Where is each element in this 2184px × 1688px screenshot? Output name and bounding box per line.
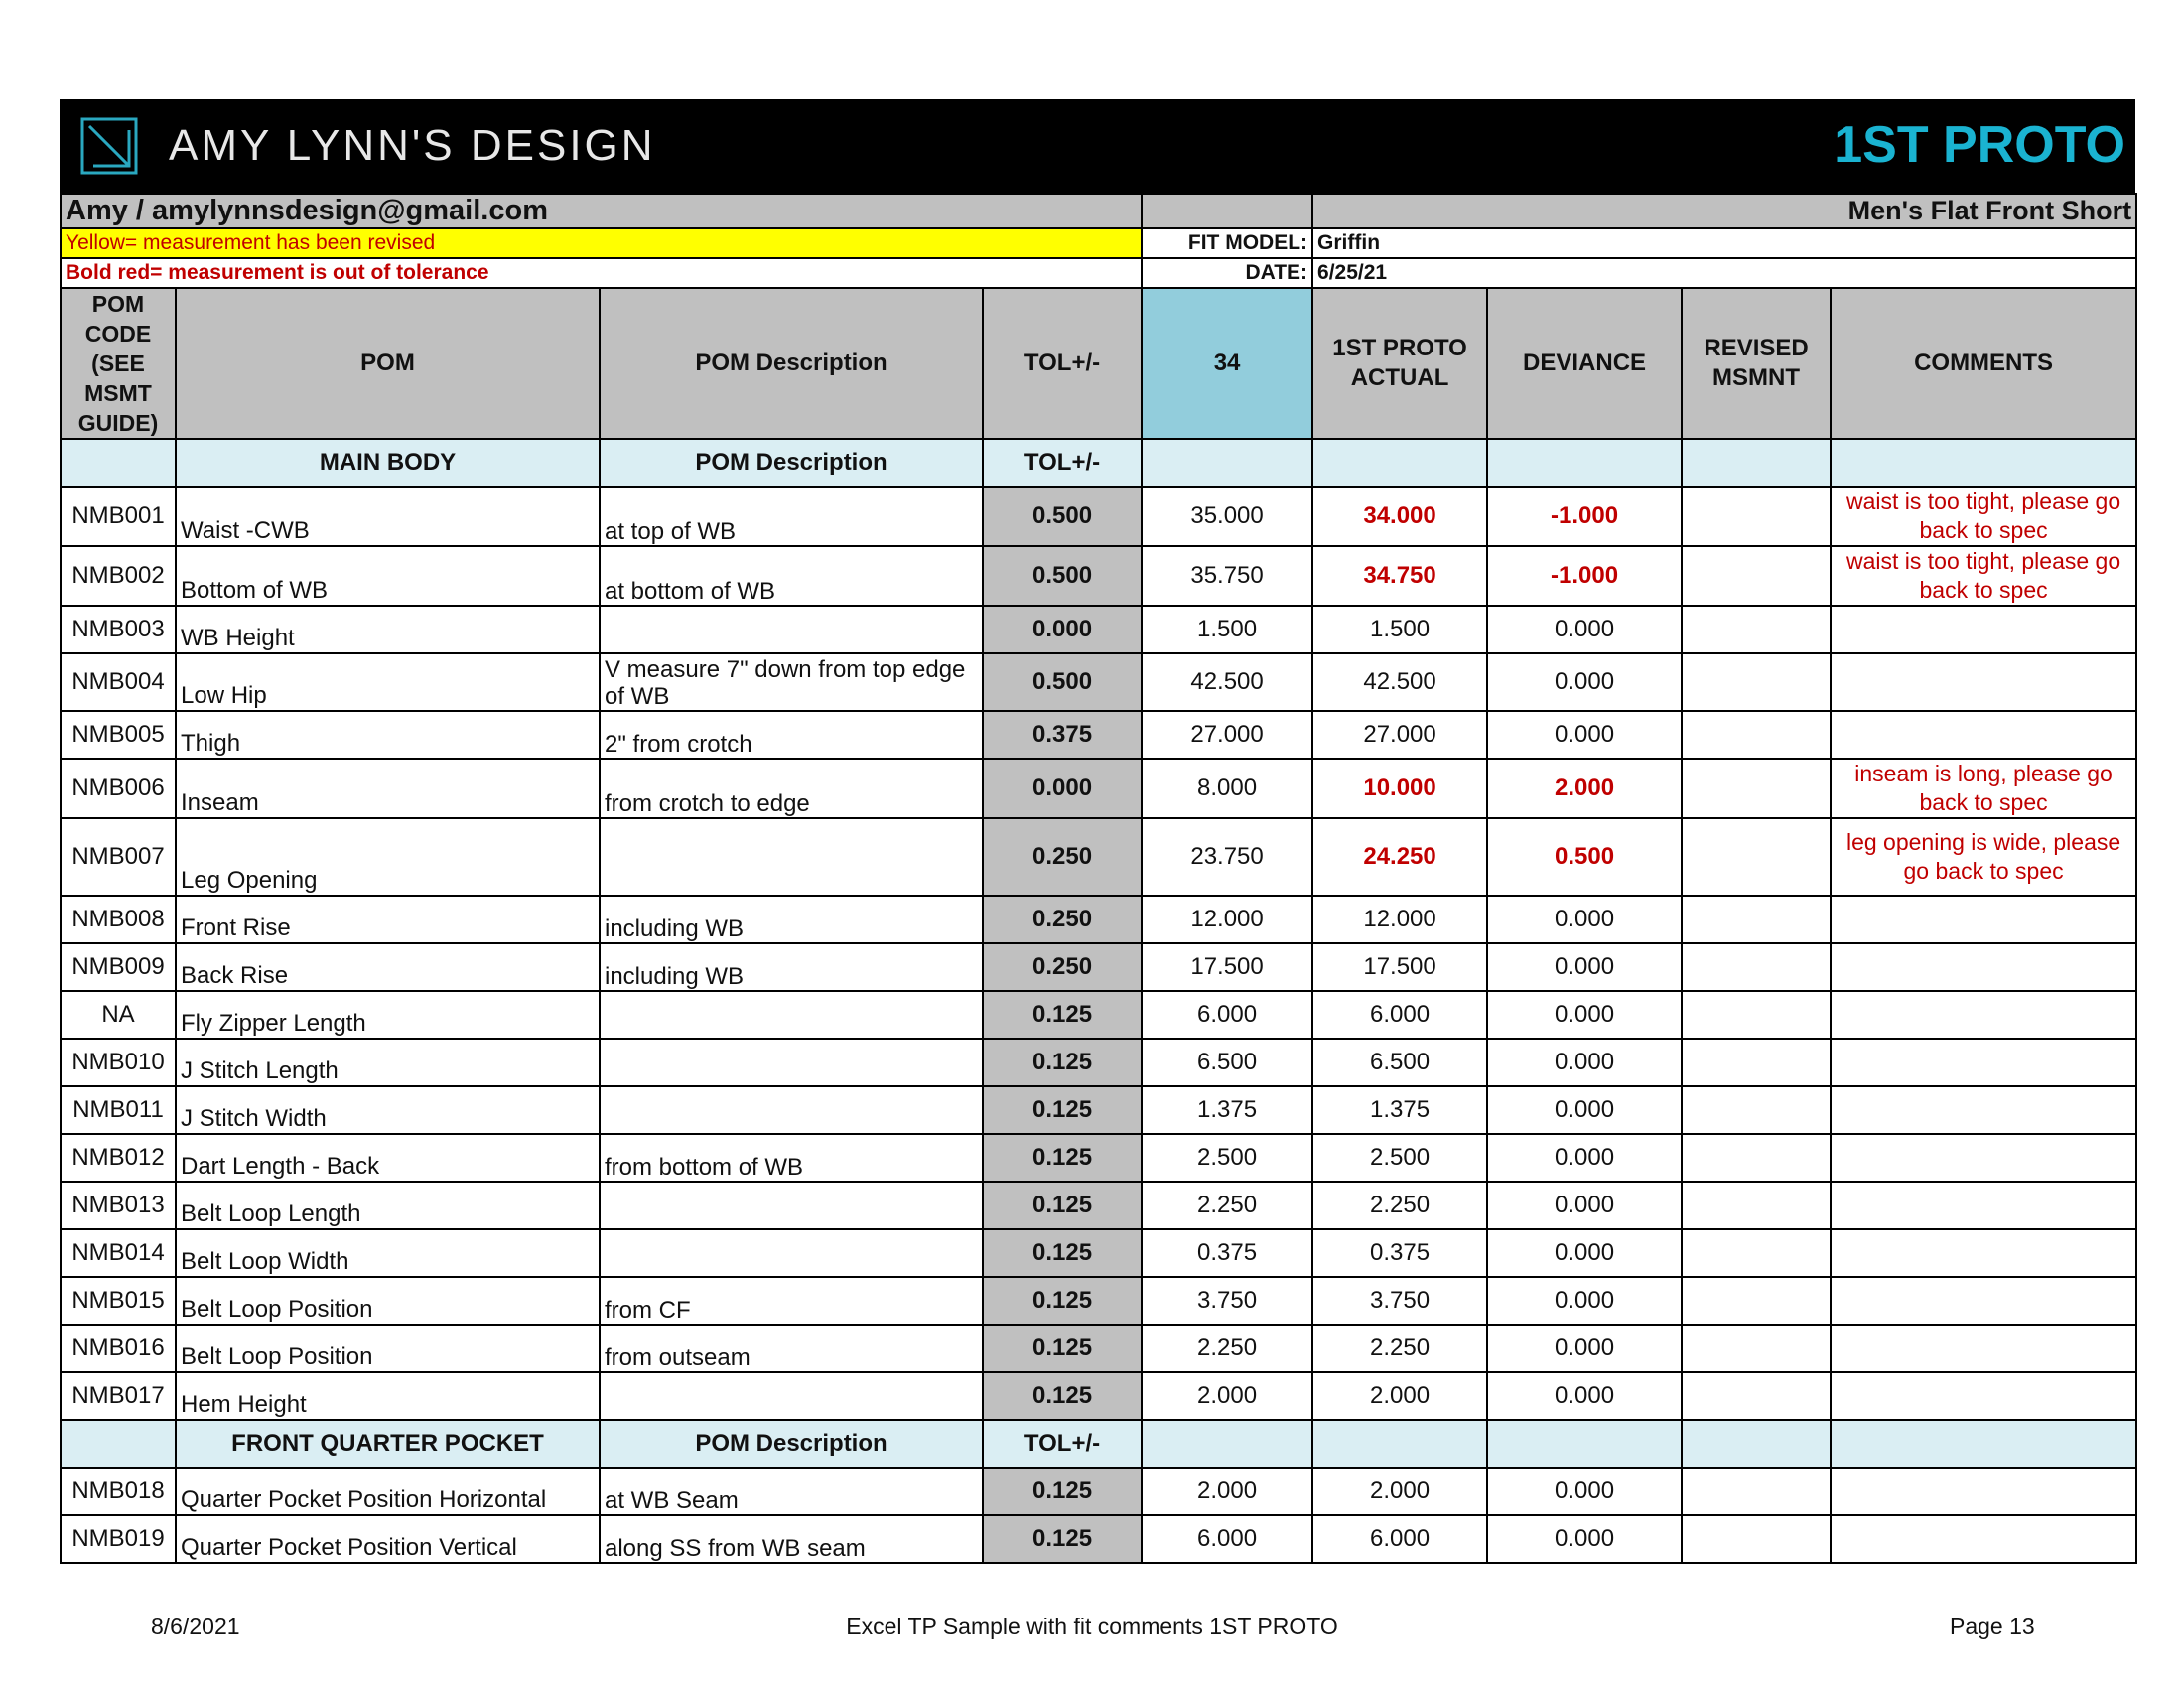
tolerance-value: 0.125 — [983, 1229, 1142, 1277]
footer-doc-title: Excel TP Sample with fit comments 1ST PROTO — [846, 1614, 1338, 1639]
tolerance-value: 0.125 — [983, 1515, 1142, 1563]
deviance-value: -1.000 — [1487, 487, 1682, 546]
spec-value: 6.500 — [1142, 1039, 1312, 1086]
deviance-value: 0.000 — [1487, 896, 1682, 943]
fit-comment — [1831, 1372, 2136, 1420]
actual-value: 17.500 — [1312, 943, 1487, 991]
section-blank-cell — [1682, 1420, 1831, 1468]
fit-comment: waist is too tight, please go back to spec — [1831, 487, 2136, 546]
pom-code: NMB009 — [61, 943, 176, 991]
tolerance-value: 0.000 — [983, 606, 1142, 653]
actual-value: 6.000 — [1312, 991, 1487, 1039]
fit-comment — [1831, 1134, 2136, 1182]
pom-code: NMB004 — [61, 653, 176, 711]
legend-yellow: Yellow= measurement has been revised — [61, 228, 1142, 258]
deviance-value: 0.000 — [1487, 1229, 1682, 1277]
revised-value — [1682, 1086, 1831, 1134]
deviance-value: 2.000 — [1487, 759, 1682, 818]
tolerance-value: 0.250 — [983, 818, 1142, 896]
actual-value: 34.000 — [1312, 487, 1487, 546]
tolerance-value: 0.125 — [983, 1468, 1142, 1515]
revised-value — [1682, 991, 1831, 1039]
actual-value: 34.750 — [1312, 546, 1487, 606]
revised-value — [1682, 487, 1831, 546]
pom-code: NMB007 — [61, 818, 176, 896]
section-tol-label: TOL+/- — [983, 439, 1142, 487]
spec-value: 8.000 — [1142, 759, 1312, 818]
fit-comment — [1831, 711, 2136, 759]
fit-comment: inseam is long, please go back to spec — [1831, 759, 2136, 818]
actual-value: 42.500 — [1312, 653, 1487, 711]
fit-comment — [1831, 1039, 2136, 1086]
pom-name: J Stitch Length — [176, 1039, 600, 1086]
actual-value: 1.375 — [1312, 1086, 1487, 1134]
section-tol-label: TOL+/- — [983, 1420, 1142, 1468]
pom-name: Belt Loop Position — [176, 1325, 600, 1372]
section-blank-cell — [1312, 1420, 1487, 1468]
fit-comment — [1831, 991, 2136, 1039]
table-row — [61, 991, 2136, 1039]
deviance-value: 0.000 — [1487, 1372, 1682, 1420]
revised-value — [1682, 818, 1831, 896]
actual-value: 12.000 — [1312, 896, 1487, 943]
tolerance-value: 0.125 — [983, 1182, 1142, 1229]
date-label: DATE: — [1142, 258, 1312, 288]
pom-name: Dart Length - Back — [176, 1134, 600, 1182]
section-blank-cell — [1487, 439, 1682, 487]
revised-value — [1682, 1039, 1831, 1086]
revised-value — [1682, 546, 1831, 606]
pom-description: from outseam — [600, 1325, 983, 1372]
spec-value: 1.375 — [1142, 1086, 1312, 1134]
spec-value: 2.250 — [1142, 1325, 1312, 1372]
pom-name: Low Hip — [176, 653, 600, 711]
pom-name: Leg Opening — [176, 818, 600, 896]
table-row — [61, 1468, 2136, 1515]
table-row — [61, 1182, 2136, 1229]
contact-info: Amy / amylynnsdesign@gmail.com — [61, 194, 1142, 228]
fit-comment — [1831, 606, 2136, 653]
pom-code: NMB016 — [61, 1325, 176, 1372]
pom-description — [600, 1372, 983, 1420]
section-desc-label: POM Description — [600, 1420, 983, 1468]
pom-description — [600, 1086, 983, 1134]
fit-comment — [1831, 1515, 2136, 1563]
brand-name: AMY LYNN'S DESIGN — [169, 121, 656, 170]
pom-code: NMB018 — [61, 1468, 176, 1515]
spec-value: 42.500 — [1142, 653, 1312, 711]
section-blank-cell — [1142, 439, 1312, 487]
fit-comment — [1831, 1325, 2136, 1372]
revised-value — [1682, 943, 1831, 991]
actual-value: 2.250 — [1312, 1325, 1487, 1372]
fit-comment — [1831, 943, 2136, 991]
pom-code: NMB005 — [61, 711, 176, 759]
brand-logo-icon — [79, 116, 139, 176]
spec-value: 6.000 — [1142, 1515, 1312, 1563]
pom-name: WB Height — [176, 606, 600, 653]
section-blank-cell — [1312, 439, 1487, 487]
pom-name: Fly Zipper Length — [176, 991, 600, 1039]
fit-comment: waist is too tight, please go back to spec — [1831, 546, 2136, 606]
table-row — [61, 818, 2136, 896]
pom-name: Thigh — [176, 711, 600, 759]
revised-value — [1682, 759, 1831, 818]
tolerance-value: 0.125 — [983, 991, 1142, 1039]
pom-code: NMB011 — [61, 1086, 176, 1134]
fit-comment — [1831, 1182, 2136, 1229]
tolerance-value: 0.125 — [983, 1277, 1142, 1325]
deviance-value: 0.000 — [1487, 1515, 1682, 1563]
tolerance-value: 0.500 — [983, 546, 1142, 606]
revised-value — [1682, 1182, 1831, 1229]
deviance-value: 0.000 — [1487, 1468, 1682, 1515]
pom-name: Belt Loop Width — [176, 1229, 600, 1277]
pom-name: Belt Loop Position — [176, 1277, 600, 1325]
actual-value: 2.250 — [1312, 1182, 1487, 1229]
footer-date: 8/6/2021 — [151, 1614, 240, 1639]
spec-value: 35.750 — [1142, 546, 1312, 606]
pom-description: V measure 7" down from top edge of WB — [600, 653, 983, 711]
actual-value: 6.500 — [1312, 1039, 1487, 1086]
actual-value: 0.375 — [1312, 1229, 1487, 1277]
pom-description: including WB — [600, 943, 983, 991]
pom-description — [600, 991, 983, 1039]
fit-comment — [1831, 1468, 2136, 1515]
actual-value: 10.000 — [1312, 759, 1487, 818]
table-row — [61, 1325, 2136, 1372]
spec-value: 2.500 — [1142, 1134, 1312, 1182]
table-row — [61, 1372, 2136, 1420]
pom-code: NMB019 — [61, 1515, 176, 1563]
actual-value: 2.000 — [1312, 1372, 1487, 1420]
pom-code: NMB014 — [61, 1229, 176, 1277]
fit-model-label: FIT MODEL: — [1142, 228, 1312, 258]
pom-description: from crotch to edge — [600, 759, 983, 818]
pom-description: including WB — [600, 896, 983, 943]
pom-code: NMB001 — [61, 487, 176, 546]
deviance-value: 0.000 — [1487, 1277, 1682, 1325]
pom-name: Hem Height — [176, 1372, 600, 1420]
tolerance-value: 0.000 — [983, 759, 1142, 818]
tech-pack-sheet — [60, 99, 2135, 1564]
pom-name: Back Rise — [176, 943, 600, 991]
pom-code: NMB006 — [61, 759, 176, 818]
table-row — [61, 1086, 2136, 1134]
deviance-value: 0.500 — [1487, 818, 1682, 896]
pom-name: Inseam — [176, 759, 600, 818]
pom-name: J Stitch Width — [176, 1086, 600, 1134]
section-header-row — [61, 439, 2136, 487]
pom-name: Quarter Pocket Position Vertical — [176, 1515, 600, 1563]
date-value: 6/25/21 — [1312, 258, 2136, 288]
spec-value: 0.375 — [1142, 1229, 1312, 1277]
spec-value: 2.000 — [1142, 1468, 1312, 1515]
revised-value — [1682, 711, 1831, 759]
pom-name: Waist -CWB — [176, 487, 600, 546]
pom-description — [600, 1229, 983, 1277]
blank-cell — [1142, 194, 1312, 228]
table-row — [61, 653, 2136, 711]
deviance-value: 0.000 — [1487, 943, 1682, 991]
style-name: Men's Flat Front Short — [1312, 194, 2136, 228]
pom-code: NMB008 — [61, 896, 176, 943]
pom-description: at WB Seam — [600, 1468, 983, 1515]
table-row — [61, 1039, 2136, 1086]
deviance-value: 0.000 — [1487, 1134, 1682, 1182]
section-blank-cell — [1831, 439, 2136, 487]
col-header-tol: TOL+/- — [983, 288, 1142, 439]
measurement-table — [60, 193, 2137, 1564]
col-header-deviance: DEVIANCE — [1487, 288, 1682, 439]
section-header-row — [61, 1420, 2136, 1468]
tolerance-value: 0.125 — [983, 1134, 1142, 1182]
pom-description: from CF — [600, 1277, 983, 1325]
spec-value: 2.250 — [1142, 1182, 1312, 1229]
actual-value: 24.250 — [1312, 818, 1487, 896]
pom-description — [600, 1182, 983, 1229]
spec-value: 23.750 — [1142, 818, 1312, 896]
table-row — [61, 487, 2136, 546]
section-blank-cell — [61, 1420, 176, 1468]
col-header-desc: POM Description — [600, 288, 983, 439]
table-row — [61, 1229, 2136, 1277]
fit-comment — [1831, 896, 2136, 943]
actual-value: 1.500 — [1312, 606, 1487, 653]
fit-comment — [1831, 1277, 2136, 1325]
pom-code: NA — [61, 991, 176, 1039]
section-blank-cell — [61, 439, 176, 487]
table-row — [61, 606, 2136, 653]
deviance-value: 0.000 — [1487, 991, 1682, 1039]
deviance-value: -1.000 — [1487, 546, 1682, 606]
pom-description — [600, 1039, 983, 1086]
pom-code: NMB017 — [61, 1372, 176, 1420]
fit-comment — [1831, 653, 2136, 711]
actual-value: 27.000 — [1312, 711, 1487, 759]
pom-name: Front Rise — [176, 896, 600, 943]
fit-comment — [1831, 1229, 2136, 1277]
section-title: FRONT QUARTER POCKET — [176, 1420, 600, 1468]
spec-value: 17.500 — [1142, 943, 1312, 991]
spec-value: 35.000 — [1142, 487, 1312, 546]
deviance-value: 0.000 — [1487, 1325, 1682, 1372]
pom-code: NMB003 — [61, 606, 176, 653]
pom-name: Belt Loop Length — [176, 1182, 600, 1229]
tolerance-value: 0.125 — [983, 1039, 1142, 1086]
fit-comment: leg opening is wide, please go back to spec — [1831, 818, 2136, 896]
pom-description — [600, 818, 983, 896]
table-row — [61, 943, 2136, 991]
col-header-comments: COMMENTS — [1831, 288, 2136, 439]
table-row — [61, 896, 2136, 943]
col-header-pom: POM — [176, 288, 600, 439]
revised-value — [1682, 1134, 1831, 1182]
tolerance-value: 0.500 — [983, 487, 1142, 546]
deviance-value: 0.000 — [1487, 711, 1682, 759]
footer-page-number: Page 13 — [1950, 1614, 2035, 1639]
revised-value — [1682, 1277, 1831, 1325]
spec-value: 12.000 — [1142, 896, 1312, 943]
tolerance-value: 0.500 — [983, 653, 1142, 711]
tolerance-value: 0.125 — [983, 1325, 1142, 1372]
section-blank-cell — [1831, 1420, 2136, 1468]
spec-value: 6.000 — [1142, 991, 1312, 1039]
col-header-revised: REVISED MSMNT — [1682, 288, 1831, 439]
actual-value: 6.000 — [1312, 1515, 1487, 1563]
revised-value — [1682, 1325, 1831, 1372]
deviance-value: 0.000 — [1487, 606, 1682, 653]
table-row — [61, 1134, 2136, 1182]
legend-red: Bold red= measurement is out of tolerance — [61, 258, 1142, 288]
pom-name: Quarter Pocket Position Horizontal — [176, 1468, 600, 1515]
actual-value: 2.000 — [1312, 1468, 1487, 1515]
pom-description: from bottom of WB — [600, 1134, 983, 1182]
pom-name: Bottom of WB — [176, 546, 600, 606]
table-row — [61, 759, 2136, 818]
pom-description: along SS from WB seam — [600, 1515, 983, 1563]
tolerance-value: 0.125 — [983, 1086, 1142, 1134]
spec-value: 3.750 — [1142, 1277, 1312, 1325]
pom-description: at bottom of WB — [600, 546, 983, 606]
section-blank-cell — [1487, 1420, 1682, 1468]
revised-value — [1682, 1515, 1831, 1563]
spec-value: 27.000 — [1142, 711, 1312, 759]
deviance-value: 0.000 — [1487, 1039, 1682, 1086]
brand-banner — [60, 99, 2135, 193]
tolerance-value: 0.375 — [983, 711, 1142, 759]
pom-description: 2" from crotch — [600, 711, 983, 759]
table-row — [61, 1515, 2136, 1563]
table-row — [61, 546, 2136, 606]
revised-value — [1682, 896, 1831, 943]
tolerance-value: 0.250 — [983, 896, 1142, 943]
tolerance-value: 0.250 — [983, 943, 1142, 991]
revised-value — [1682, 653, 1831, 711]
col-header-size: 34 — [1142, 288, 1312, 439]
deviance-value: 0.000 — [1487, 1182, 1682, 1229]
revised-value — [1682, 1372, 1831, 1420]
pom-code: NMB002 — [61, 546, 176, 606]
section-desc-label: POM Description — [600, 439, 983, 487]
section-title: MAIN BODY — [176, 439, 600, 487]
revised-value — [1682, 1468, 1831, 1515]
column-header-row — [61, 288, 2136, 439]
spec-value: 1.500 — [1142, 606, 1312, 653]
spec-value: 2.000 — [1142, 1372, 1312, 1420]
tolerance-value: 0.125 — [983, 1372, 1142, 1420]
pom-code: NMB015 — [61, 1277, 176, 1325]
actual-value: 2.500 — [1312, 1134, 1487, 1182]
pom-code: NMB012 — [61, 1134, 176, 1182]
pom-description — [600, 606, 983, 653]
table-row — [61, 1277, 2136, 1325]
section-blank-cell — [1682, 439, 1831, 487]
section-blank-cell — [1142, 1420, 1312, 1468]
fit-comment — [1831, 1086, 2136, 1134]
actual-value: 3.750 — [1312, 1277, 1487, 1325]
fit-model-value: Griffin — [1312, 228, 2136, 258]
pom-description: at top of WB — [600, 487, 983, 546]
col-header-code: POM CODE (SEE MSMT GUIDE) — [61, 288, 176, 439]
revised-value — [1682, 606, 1831, 653]
deviance-value: 0.000 — [1487, 1086, 1682, 1134]
table-row — [61, 711, 2136, 759]
deviance-value: 0.000 — [1487, 653, 1682, 711]
pom-code: NMB010 — [61, 1039, 176, 1086]
revised-value — [1682, 1229, 1831, 1277]
pom-code: NMB013 — [61, 1182, 176, 1229]
col-header-actual: 1ST PROTO ACTUAL — [1312, 288, 1487, 439]
stage-title: 1ST PROTO — [1834, 116, 2125, 174]
